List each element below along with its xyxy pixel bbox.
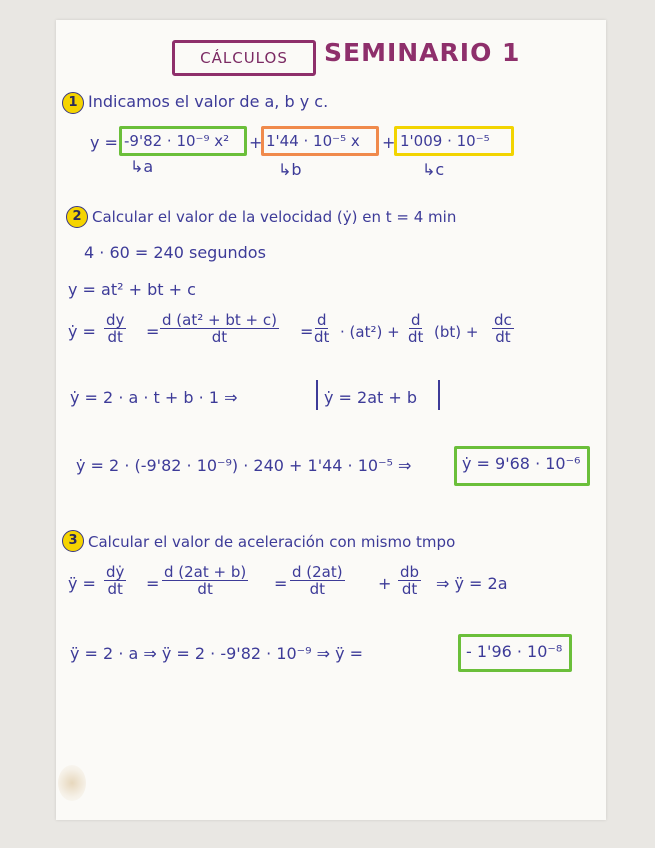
fraction-num: d (2at + b) bbox=[164, 563, 247, 581]
acc-result: ⇒ ÿ = 2a bbox=[436, 574, 508, 593]
section-1-number: 1 bbox=[62, 92, 84, 114]
s1-plus-1: + bbox=[249, 133, 263, 152]
arrow-a: ↳a bbox=[130, 157, 154, 176]
fraction-den: dt bbox=[211, 328, 228, 346]
s1-y-eq: y = bbox=[90, 133, 118, 152]
arrow-b: ↳b bbox=[278, 160, 302, 179]
fraction-num: d (at² + bt + c) bbox=[162, 311, 277, 329]
fraction-den: dt bbox=[107, 328, 123, 346]
fraction-num: dc bbox=[494, 311, 512, 329]
fraction-num: dy bbox=[106, 311, 125, 329]
velocity-formula: ẏ = 2at + b bbox=[324, 388, 418, 407]
fraction-den: dt bbox=[408, 328, 424, 346]
acc-value: - 1'96 · 10⁻⁸ bbox=[466, 642, 563, 661]
fraction-dc-dt bbox=[492, 312, 514, 345]
section-3-heading: Calcular el valor de aceleración con mismo tmpo bbox=[88, 533, 456, 551]
section-2-number: 2 bbox=[66, 206, 88, 228]
fraction-den: dt bbox=[309, 580, 326, 598]
fraction-d-2at bbox=[290, 564, 345, 597]
s1-plus-2: + bbox=[382, 133, 396, 152]
section-2-heading: Calcular el valor de la velocidad (ẏ) en t = 4 min bbox=[92, 208, 457, 226]
fraction-den: dt bbox=[401, 580, 418, 598]
acc-eq-2: = bbox=[274, 574, 288, 593]
fraction-d-velocity bbox=[162, 564, 248, 597]
velocity-substitution: ẏ = 2 · (-9'82 · 10⁻⁹) · 240 + 1'44 · 10⁻⁵ ⇒ bbox=[76, 456, 412, 475]
result-bar-left bbox=[316, 380, 318, 410]
acc-plus: + bbox=[378, 574, 392, 593]
fraction-den: dt bbox=[107, 580, 123, 598]
deriv-eq-2: = bbox=[300, 322, 314, 341]
velocity-value: ẏ = 9'68 · 10⁻⁶ bbox=[462, 454, 581, 473]
paper-stain bbox=[58, 765, 86, 801]
fraction-d-dt-1 bbox=[314, 312, 329, 345]
position-equation: y = at² + bt + c bbox=[68, 280, 196, 299]
term-a: -9'82 · 10⁻⁹ x² bbox=[124, 132, 230, 150]
acc-line: ÿ = 2 · a ⇒ ÿ = 2 · -9'82 · 10⁻⁹ ⇒ ÿ = bbox=[70, 644, 364, 663]
fraction-dy-dt bbox=[104, 312, 126, 345]
fraction-num: dẏ bbox=[106, 563, 125, 581]
fraction-num: db bbox=[400, 563, 420, 581]
fraction-dydot-dt bbox=[104, 564, 126, 597]
fraction-num: d bbox=[410, 311, 421, 329]
fraction-den: dt bbox=[197, 580, 213, 598]
fraction-num: d bbox=[316, 311, 327, 329]
page-title: SEMINARIO 1 bbox=[324, 38, 521, 67]
deriv-at2-term: · (at²) + bbox=[340, 323, 400, 341]
seconds-conversion: 4 · 60 = 240 segundos bbox=[84, 243, 266, 262]
term-b: 1'44 · 10⁻⁵ x bbox=[266, 132, 360, 150]
fraction-den: dt bbox=[314, 328, 330, 346]
fraction-d-position bbox=[160, 312, 279, 345]
fraction-den: dt bbox=[495, 328, 511, 346]
deriv-eq-1: = bbox=[146, 322, 160, 341]
acc-lhs: ÿ = bbox=[68, 574, 96, 593]
section-3-number: 3 bbox=[62, 530, 84, 552]
derivative-lhs: ẏ = bbox=[68, 322, 96, 341]
deriv-bt-term: (bt) + bbox=[434, 323, 479, 341]
arrow-c: ↳c bbox=[422, 160, 445, 179]
result-bar-right bbox=[438, 380, 440, 410]
boxed-title: CÁLCULOS bbox=[172, 40, 316, 76]
section-1-heading: Indicamos el valor de a, b y c. bbox=[88, 92, 329, 111]
notebook-page bbox=[56, 20, 606, 820]
term-c: 1'009 · 10⁻⁵ bbox=[400, 132, 490, 150]
fraction-db-dt bbox=[398, 564, 421, 597]
acc-eq-1: = bbox=[146, 574, 160, 593]
velocity-line: ẏ = 2 · a · t + b · 1 ⇒ bbox=[70, 388, 238, 407]
fraction-d-dt-2 bbox=[408, 312, 423, 345]
fraction-num: d (2at) bbox=[292, 563, 343, 581]
